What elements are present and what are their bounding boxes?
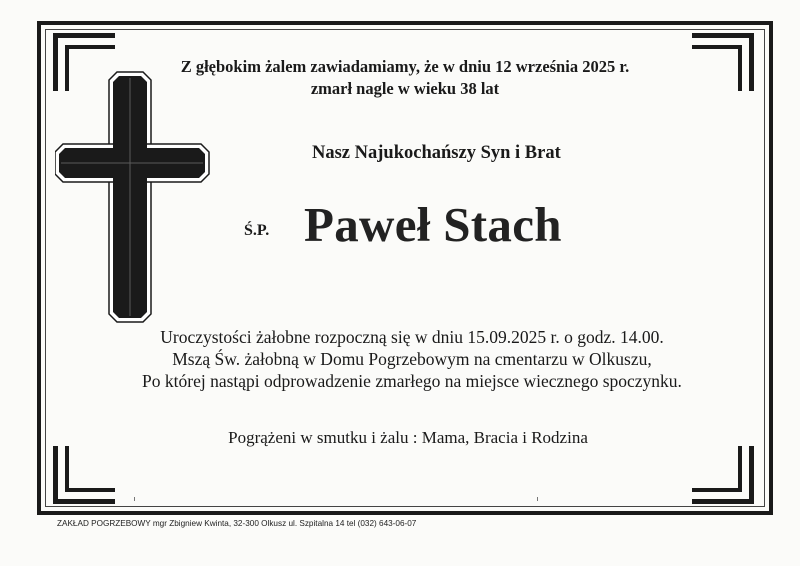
ceremony-line-2: Mszą Św. żałobną w Domu Pogrzebowym na cmentarzu w Olkuszu, xyxy=(172,349,652,369)
ceremony-line-3: Po której nastąpi odprowadzenie zmarłego na miejsce wiecznego spoczynku. xyxy=(142,371,682,391)
corner-ornament-icon xyxy=(53,444,117,504)
funeral-home-footer: ZAKŁAD POGRZEBOWY mgr Zbigniew Kwinta, 32-300 Olkusz ul. Szpitalna 14 tel (032) 643-06-07 xyxy=(57,519,417,528)
ceremony-line-1: Uroczystości żałobne rozpoczną się w dniu 15.09.2025 r. o godz. 14.00. xyxy=(160,327,664,347)
corner-ornament-icon xyxy=(690,444,754,504)
cross-icon xyxy=(55,70,213,324)
announcement-header-line-1: Z głębokim żalem zawiadamiamy, że w dniu 12 września 2025 r. xyxy=(180,57,630,76)
print-speck xyxy=(134,497,135,501)
mourners-line: Pogrążeni w smutku i żalu : Mama, Bracia i Rodzina xyxy=(228,428,588,447)
announcement-header-line-2: zmarł nagle w wieku 38 lat xyxy=(310,79,500,98)
relation-subtitle: Nasz Najukochańszy Syn i Brat xyxy=(312,143,561,163)
print-speck xyxy=(537,497,538,501)
deceased-name: Paweł Stach xyxy=(304,197,562,252)
name-prefix: Ś.P. xyxy=(244,222,270,239)
